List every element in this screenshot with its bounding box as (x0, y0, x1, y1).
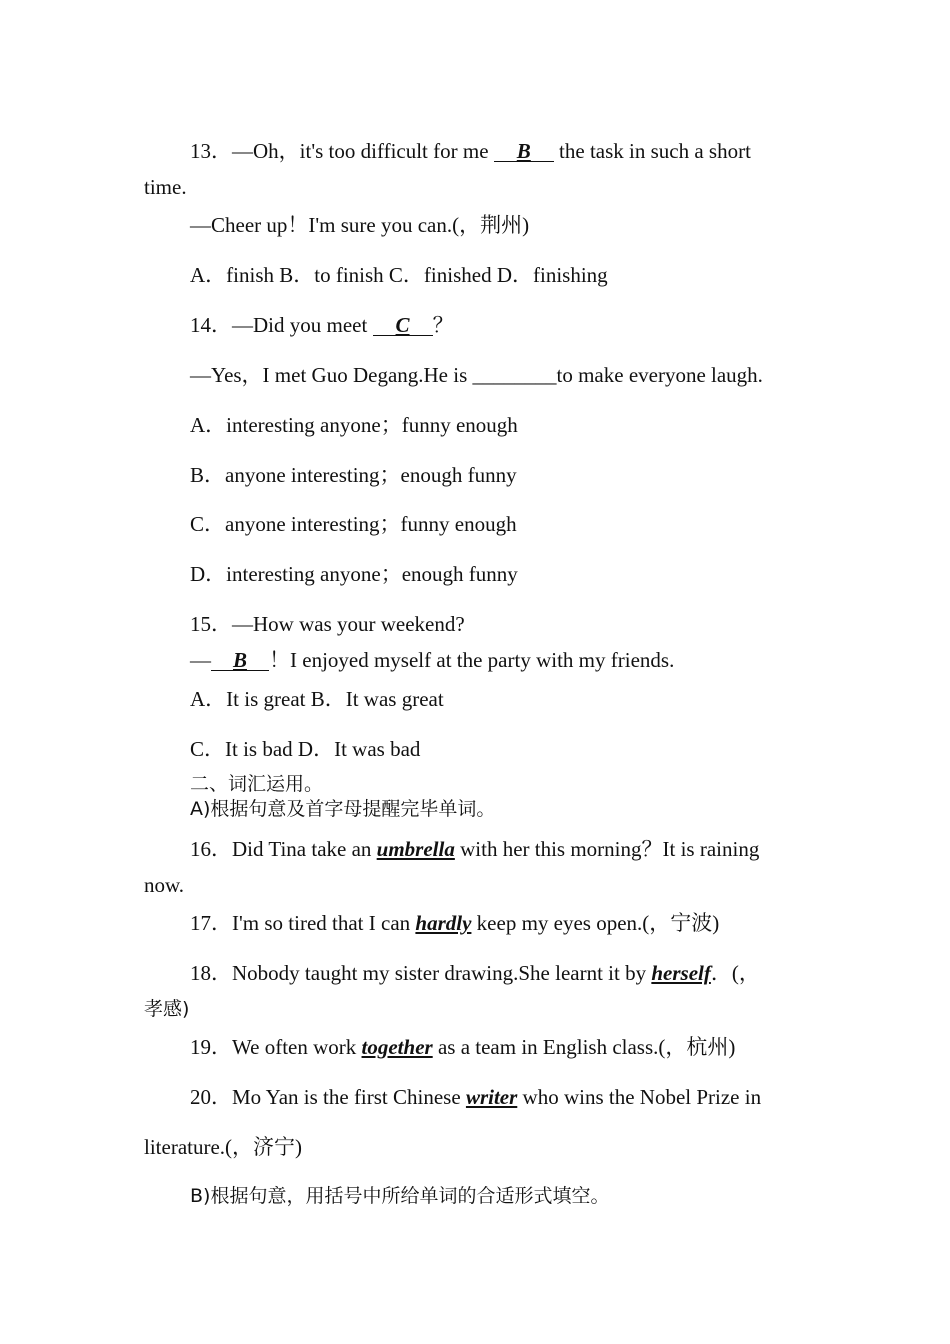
q14-answer: C (373, 315, 433, 336)
q14-reply: —Yes，I met Guo Degang.He is ________to make everyone laugh. (190, 363, 763, 387)
q17-answer: hardly (415, 911, 472, 935)
q18-answer: herself (651, 961, 711, 985)
q20-stem: 20．Mo Yan is the first Chinese writer who wins the Nobel Prize in (190, 1085, 762, 1109)
q14-option-c: C．anyone interesting；funny enough (190, 512, 517, 536)
q15-reply: — B ！I enjoyed myself at the party with my friends. (190, 648, 675, 672)
q14-stem: 14．—Did you meet C ？ (190, 313, 454, 337)
q13-options: A．finish B．to finish C．finished D．finishing (190, 263, 608, 287)
q18-stem: 18．Nobody taught my sister drawing.She learnt it by herself．(， (190, 961, 760, 985)
part-a-instruction: A)根据句意及首字母提醒完毕单词。 (190, 798, 496, 820)
q15-options-1: A．It is great B．It was great (190, 687, 444, 711)
q13-stem-cont: time. (144, 175, 187, 199)
section-title: 二、词汇运用。 (190, 773, 324, 795)
q18-stem-cont: 孝感) (144, 998, 190, 1020)
q15-stem: 15．—How was your weekend? (190, 612, 465, 636)
q16-stem-cont: now. (144, 873, 185, 897)
q19-stem: 19．We often work together as a team in English class.(，杭州) (190, 1035, 736, 1059)
q17-stem: 17．I'm so tired that I can hardly keep my eyes open.(，宁波) (190, 911, 720, 935)
q13-answer: B (494, 141, 554, 162)
q16-stem: 16．Did Tina take an umbrella with her this morning？It is raining (190, 837, 760, 861)
q20-stem-cont: literature.(，济宁) (144, 1135, 303, 1159)
q14-option-d: D．interesting anyone；enough funny (190, 562, 518, 586)
q14-option-b: B．anyone interesting；enough funny (190, 463, 517, 487)
q13-reply: —Cheer up！I'm sure you can.(，荆州) (190, 213, 530, 237)
q16-answer: umbrella (376, 837, 455, 861)
q19-answer: together (361, 1035, 433, 1059)
q13-stem: 13．—Oh，it's too difficult for me B the task in such a short (190, 139, 751, 163)
q15-options-2: C．It is bad D．It was bad (190, 737, 421, 761)
q20-answer: writer (465, 1085, 518, 1109)
part-b-instruction: B)根据句意，用括号中所给单词的合适形式填空。 (190, 1185, 610, 1207)
q14-option-a: A．interesting anyone；funny enough (190, 413, 518, 437)
q15-answer: B (211, 650, 269, 671)
